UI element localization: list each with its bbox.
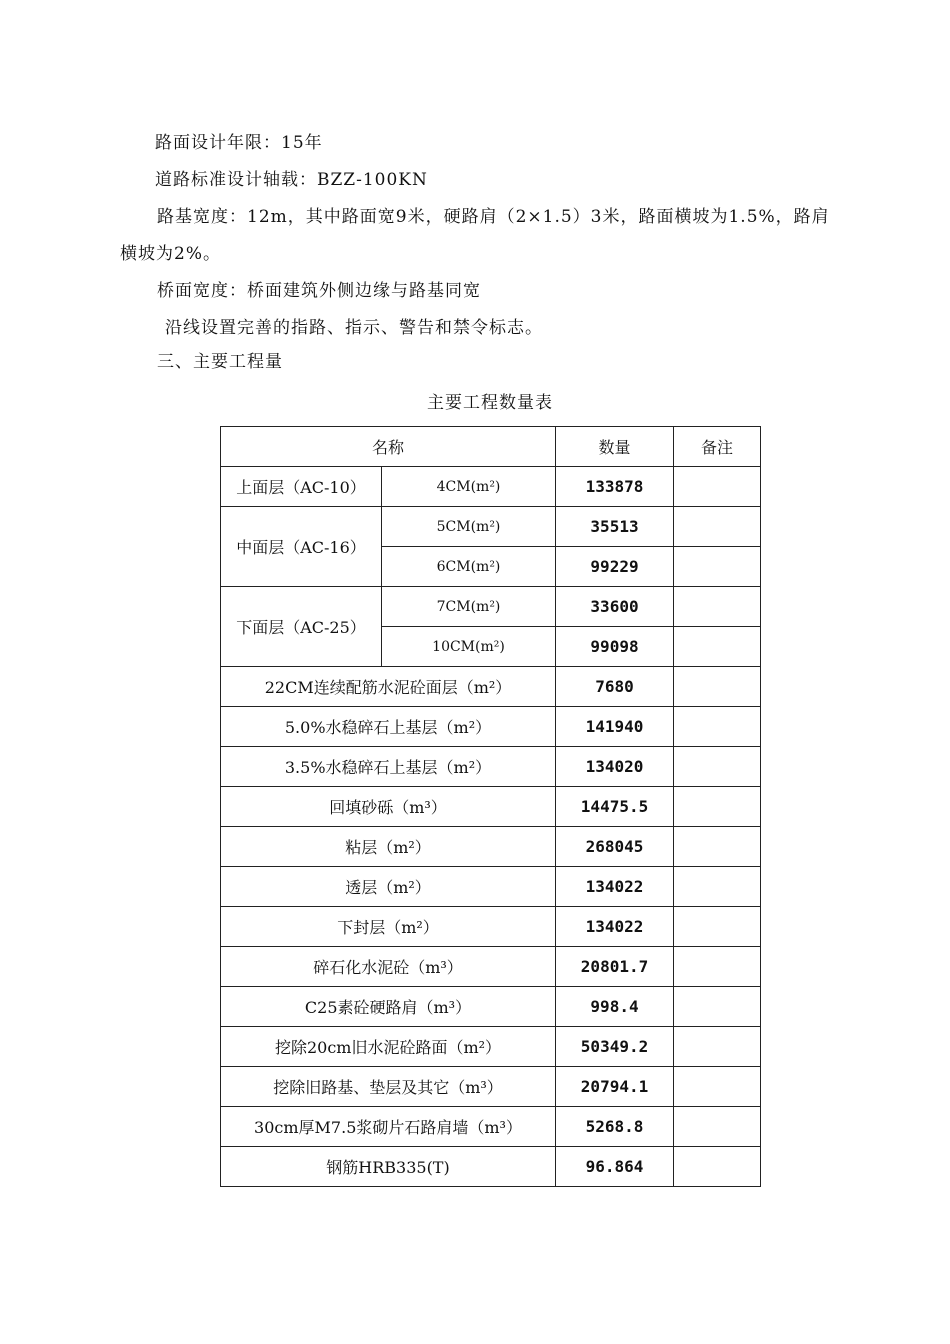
row-qty: 35513	[556, 507, 674, 547]
table-row	[221, 587, 761, 627]
row-qty: 7680	[556, 667, 674, 707]
row-name: 透层（m²）	[221, 867, 556, 907]
table-row	[221, 667, 761, 707]
row-qty: 141940	[556, 707, 674, 747]
table-caption: 主要工程数量表	[427, 393, 553, 413]
bridge-width-text: 桥面宽度：桥面建筑外侧边缘与路基同宽	[157, 281, 481, 301]
table-row	[221, 987, 761, 1027]
row-name: 5.0%水稳碎石上基层（m²）	[221, 707, 556, 747]
table-row	[221, 1067, 761, 1107]
row-note	[674, 787, 761, 827]
row-name: 下封层（m²）	[221, 907, 556, 947]
row-sub: 10CM(m²)	[382, 627, 556, 667]
row-note	[674, 1107, 761, 1147]
row-qty: 998.4	[556, 987, 674, 1027]
table-row	[221, 827, 761, 867]
table-row	[221, 867, 761, 907]
header-qty: 数量	[556, 427, 674, 467]
table-row	[221, 907, 761, 947]
row-name: 挖除旧路基、垫层及其它（m³）	[221, 1067, 556, 1107]
row-qty: 96.864	[556, 1147, 674, 1187]
subgrade-width-text: 路基宽度：12m，其中路面宽9米，硬路肩（2×1.5）3米，路面横坡为1.5%，路肩	[157, 207, 830, 227]
row-note	[674, 1027, 761, 1067]
quantity-table	[220, 426, 761, 1187]
row-note	[674, 627, 761, 667]
table-row	[221, 947, 761, 987]
row-sub: 7CM(m²)	[382, 587, 556, 627]
row-note	[674, 747, 761, 787]
row-note	[674, 947, 761, 987]
group-middle: 中面层（AC-16）	[221, 507, 382, 587]
group-upper: 上面层（AC-10）	[221, 467, 382, 507]
table-row	[221, 787, 761, 827]
row-name: 3.5%水稳碎石上基层（m²）	[221, 747, 556, 787]
row-qty: 14475.5	[556, 787, 674, 827]
row-qty: 20801.7	[556, 947, 674, 987]
row-note	[674, 467, 761, 507]
row-name: 碎石化水泥砼（m³）	[221, 947, 556, 987]
shoulder-slope-text: 横坡为2%。	[120, 244, 221, 264]
row-qty: 20794.1	[556, 1067, 674, 1107]
row-sub: 4CM(m²)	[382, 467, 556, 507]
row-note	[674, 867, 761, 907]
table-row	[221, 507, 761, 547]
row-name: 回填砂砾（m³）	[221, 787, 556, 827]
row-name: 钢筋HRB335(T)	[221, 1147, 556, 1187]
row-sub: 5CM(m²)	[382, 507, 556, 547]
row-qty: 134022	[556, 867, 674, 907]
row-note	[674, 587, 761, 627]
row-note	[674, 1067, 761, 1107]
row-name: 挖除20cm旧水泥砼路面（m²）	[221, 1027, 556, 1067]
design-life-text: 路面设计年限：15年	[155, 133, 323, 153]
table-header-row	[221, 427, 761, 467]
table-row	[221, 747, 761, 787]
header-note: 备注	[674, 427, 761, 467]
row-sub: 6CM(m²)	[382, 547, 556, 587]
table-row	[221, 1147, 761, 1187]
row-note	[674, 1147, 761, 1187]
row-name: 30cm厚M7.5浆砌片石路肩墙（m³）	[221, 1107, 556, 1147]
row-qty: 33600	[556, 587, 674, 627]
row-note	[674, 547, 761, 587]
signage-text: 沿线设置完善的指路、指示、警告和禁令标志。	[165, 318, 543, 338]
row-name: 粘层（m²）	[221, 827, 556, 867]
header-name: 名称	[221, 427, 556, 467]
row-name: 22CM连续配筋水泥砼面层（m²）	[221, 667, 556, 707]
row-qty: 50349.2	[556, 1027, 674, 1067]
row-note	[674, 667, 761, 707]
table-row	[221, 467, 761, 507]
table-row	[221, 1027, 761, 1067]
row-qty: 134020	[556, 747, 674, 787]
row-qty: 134022	[556, 907, 674, 947]
group-lower: 下面层（AC-25）	[221, 587, 382, 667]
row-qty: 5268.8	[556, 1107, 674, 1147]
row-qty: 133878	[556, 467, 674, 507]
row-note	[674, 707, 761, 747]
row-qty: 99229	[556, 547, 674, 587]
row-note	[674, 507, 761, 547]
row-note	[674, 827, 761, 867]
row-qty: 268045	[556, 827, 674, 867]
section-heading: 三、主要工程量	[157, 352, 283, 372]
table-row	[221, 707, 761, 747]
row-qty: 99098	[556, 627, 674, 667]
row-name: C25素砼硬路肩（m³）	[221, 987, 556, 1027]
row-note	[674, 987, 761, 1027]
row-note	[674, 907, 761, 947]
table-row	[221, 1107, 761, 1147]
design-axle-load-text: 道路标准设计轴载：BZZ-100KN	[155, 170, 428, 190]
